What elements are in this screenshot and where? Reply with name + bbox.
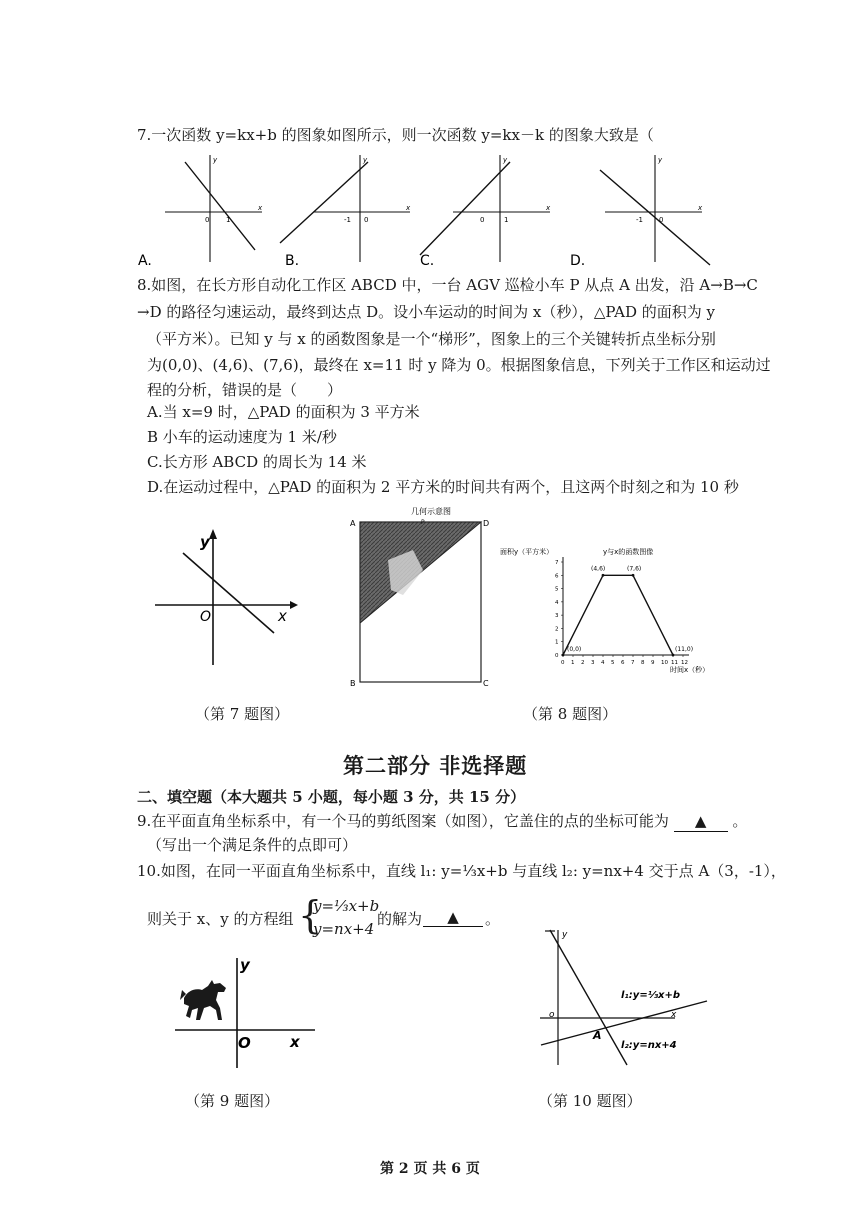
q8-line-1: 8.如图，在长方形自动化工作区 ABCD 中，一台 AGV 巡检小车 P 从点 A 出发，沿 A→B→C: [137, 276, 758, 294]
function-line: [420, 162, 510, 255]
chart-y-tick-label: 5: [555, 586, 559, 593]
chart-y-tick-label: 7: [555, 560, 559, 566]
q7-caption: （第 7 题图）: [195, 705, 290, 723]
q8-choice-d: D.在运动过程中，△PAD 的面积为 2 平方米的时间共有两个，且这两个时刻之和为 10 秒: [147, 478, 739, 496]
chart-x-tick-label: 0: [561, 660, 565, 666]
q10-line-1: 10.如图，在同一平面直角坐标系中，直线 l₁: y=⅓x+b 与直线 l₂: y=nx+4 交于点 A（3，-1），: [137, 862, 786, 880]
q8-choice-b: B 小车的运动速度为 1 米/秒: [147, 428, 337, 446]
q7-fig-x-label: x: [278, 607, 287, 625]
q9-caption: （第 9 题图）: [185, 1092, 280, 1110]
q10-figure: [535, 925, 720, 1075]
x-mark-2: 1: [504, 216, 509, 224]
chart-point-label: (4,6): [591, 565, 606, 573]
q10-fig-x-label: x: [671, 1010, 677, 1020]
q9-fig-y-label: y: [240, 956, 250, 974]
q8-caption: （第 8 题图）: [523, 705, 618, 723]
q10-eq1: y=⅓x+b: [313, 897, 380, 915]
q8-label-b: B: [350, 679, 356, 688]
x-axis-label: x: [406, 204, 411, 212]
q10-caption: （第 10 题图）: [538, 1092, 642, 1110]
q7-figure: [150, 525, 300, 675]
x-mark-1: 0: [480, 216, 485, 224]
q10-line-l1: [541, 1001, 707, 1045]
q7-option-graphs: [130, 150, 730, 270]
chart-point: [562, 654, 565, 657]
option-letter: A.: [138, 253, 152, 269]
function-line: [185, 162, 255, 250]
q8-line-4: 为(0,0)、(4,6)、(7,6)，最终在 x=11 时 y 降为 0。根据图象信息，下列关于工作区和运动过: [147, 356, 771, 374]
chart-title: y与x的函数图像: [603, 548, 654, 556]
function-line: [280, 162, 368, 243]
y-axis-label: y: [213, 156, 218, 164]
q10-point-a: A: [593, 1029, 602, 1042]
x-mark-1: -1: [636, 216, 643, 224]
x-axis-label: x: [546, 204, 551, 212]
y-axis-label: y: [503, 156, 508, 164]
chart-x-tick-label: 12: [681, 660, 688, 666]
horse-icon: [180, 980, 226, 1020]
q7-option-d-graph: [570, 155, 710, 269]
q7-option-a-graph: [138, 155, 263, 269]
chart-point-label: (11,0): [675, 646, 694, 653]
q9-fig-origin: O: [238, 1034, 251, 1052]
q9-figure: [170, 950, 320, 1070]
y-axis-label: y: [658, 156, 663, 164]
q7-stem: 7.一次函数 y=kx+b 的图象如图所示，则一次函数 y=kx－k 的图象大致是（: [137, 126, 654, 144]
q9-line-2: （写出一个满足条件的点即可）: [147, 836, 358, 854]
x-axis-label: x: [258, 204, 263, 212]
q8-label-d: D: [483, 519, 490, 528]
chart-x-tick-label: 6: [621, 660, 625, 666]
q7-fig-origin: O: [200, 609, 212, 625]
q8-function-chart: [498, 540, 728, 680]
q9-fig-x-label: x: [290, 1033, 300, 1051]
chart-x-tick-label: 10: [661, 660, 668, 666]
chart-point: [632, 574, 635, 577]
q8-choice-c: C.长方形 ABCD 的周长为 14 米: [147, 453, 367, 471]
chart-x-tick-label: 4: [601, 660, 605, 666]
chart-x-tick-label: 7: [631, 660, 635, 666]
q8-line-5: 程的分析，错误的是（ ）: [147, 381, 343, 399]
q10-brace: {: [298, 893, 323, 937]
part2-title: 第二部分 非选择题: [343, 753, 528, 778]
q8-label-c: C: [483, 679, 489, 688]
q10-eq2: y=nx+4: [313, 920, 375, 938]
q9-end: 。: [732, 812, 748, 830]
option-letter: D.: [570, 253, 586, 269]
chart-x-tick-label: 2: [581, 660, 585, 666]
x-mark-2: 0: [364, 216, 369, 224]
chart-y-tick-label: 2: [555, 626, 559, 633]
chart-y-tick-label: 6: [555, 573, 559, 580]
q10-end: 。: [485, 910, 501, 928]
chart-point: [602, 574, 605, 577]
chart-x-tick-label: 5: [611, 660, 615, 666]
chart-y-tick-label: 3: [555, 613, 559, 620]
chart-point-label: (7,6): [627, 565, 642, 573]
q8-label-p: P: [421, 519, 425, 526]
x-mark-1: 0: [205, 216, 210, 224]
chart-ylabel: 面积y（平方米）: [500, 548, 554, 556]
q10-line2-pre: 则关于 x、y 的方程组: [147, 910, 294, 928]
q10-line2-post: 的解为: [377, 910, 423, 928]
q7-fig-y-label: y: [200, 533, 210, 551]
y-axis-label: y: [363, 156, 368, 164]
chart-xlabel: 时间x（秒）: [670, 666, 710, 674]
chart-x-tick-label: 8: [641, 660, 645, 666]
q9-answer-blank: ▲: [674, 811, 728, 832]
q8-label-a: A: [350, 519, 356, 528]
option-letter: B.: [285, 253, 300, 269]
chart-x-tick-label: 1: [571, 660, 575, 666]
chart-y-tick-label: 1: [555, 639, 559, 646]
option-letter: C.: [420, 253, 435, 269]
q8-geo-title: 几何示意图: [411, 507, 451, 516]
q10-answer-blank: ▲: [423, 908, 483, 927]
q10-l1-label: l₁:y=⅓x+b: [621, 990, 681, 1001]
section-fill-in: 二、填空题（本大题共 5 小题，每小题 3 分，共 15 分）: [137, 788, 526, 806]
q7-option-b-graph: [280, 155, 411, 269]
q10-l2-label: l₂:y=nx+4: [621, 1040, 677, 1051]
x-mark-2: 0: [659, 216, 664, 224]
chart-series-line: [563, 575, 673, 655]
q8-geometry-figure: [343, 505, 498, 690]
q7-option-c-graph: [420, 155, 551, 269]
q10-line-l2: [550, 930, 627, 1065]
chart-y-tick-label: 0: [555, 653, 559, 659]
q8-line-2: →D 的路径匀速运动，最终到达点 D。设小车运动的时间为 x（秒），△PAD 的面积为 y: [137, 303, 716, 321]
q8-choice-a: A.当 x=9 时，△PAD 的面积为 3 平方米: [147, 403, 420, 421]
chart-x-tick-label: 11: [671, 660, 678, 666]
chart-point-label: (0,0): [567, 646, 582, 653]
chart-point: [672, 654, 675, 657]
q10-fig-origin: o: [549, 1010, 555, 1020]
q8-line-3: （平方米）。已知 y 与 x 的函数图象是一个“梯形”，图象上的三个关键转折点坐标分别: [147, 330, 716, 348]
chart-y-tick-label: 4: [555, 599, 559, 606]
q9-line-1: [137, 811, 747, 832]
chart-x-tick-label: 9: [651, 660, 655, 666]
x-mark-2: 1: [226, 216, 231, 224]
x-axis-label: x: [698, 204, 703, 212]
x-mark-1: -1: [344, 216, 351, 224]
q9-text: 9.在平面直角坐标系中，有一个马的剪纸图案（如图），它盖住的点的坐标可能为: [137, 812, 669, 830]
q10-fig-y-label: y: [562, 930, 568, 940]
chart-x-tick-label: 3: [591, 660, 595, 666]
page-footer: 第 2 页 共 6 页: [380, 1161, 480, 1177]
